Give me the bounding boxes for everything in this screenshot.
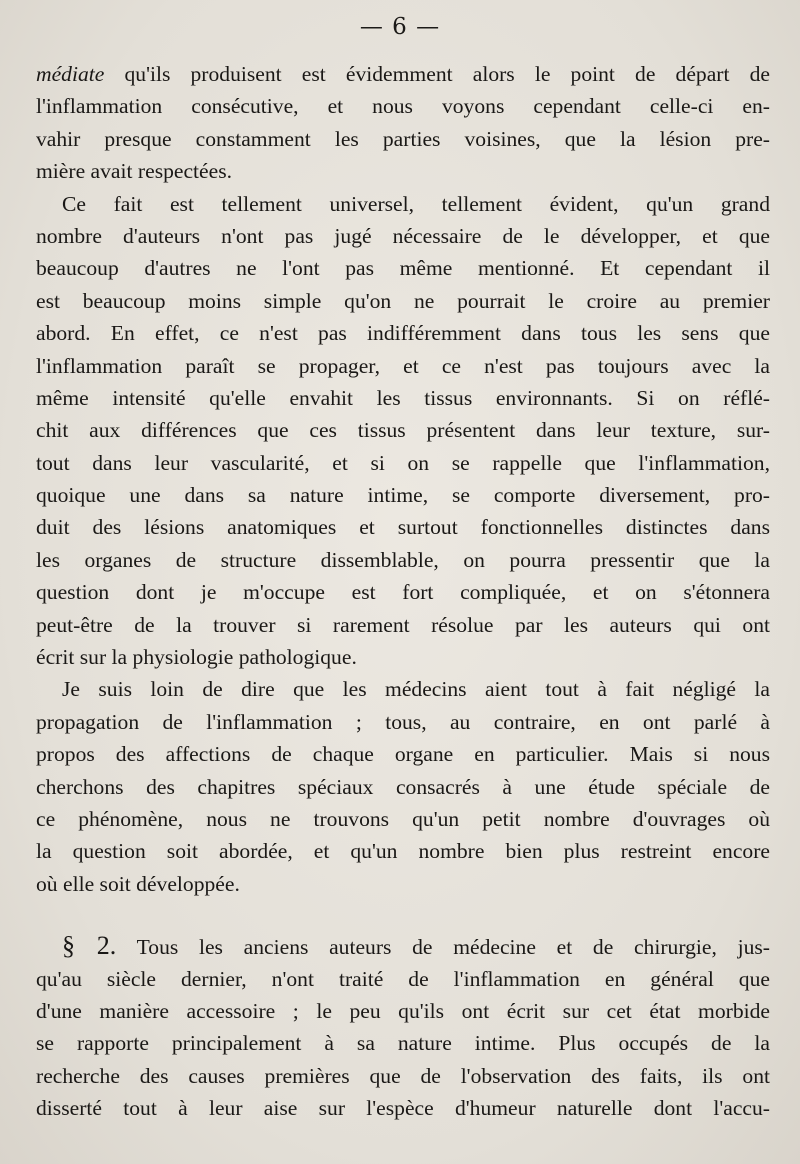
line-text: vahir presque constamment les parties voisines, que la lésion pre-	[36, 126, 770, 151]
text-line	[36, 350, 770, 382]
text-line	[36, 317, 770, 349]
line-text: quoique une dans sa nature intime, se comporte diversement, pro-	[36, 483, 770, 508]
paragraph	[36, 673, 770, 900]
line-text: qu'au siècle dernier, n'ont traité de l'inflammation en général que	[36, 966, 770, 991]
text-line	[36, 1092, 770, 1124]
line-text: beaucoup d'autres ne l'ont pas même mentionné. Et cependant il	[36, 256, 770, 281]
text-line	[36, 706, 770, 738]
page-number: — 6 —	[359, 14, 441, 40]
text-line	[36, 123, 770, 155]
line-text: qu'ils produisent est évidemment alors le point de départ de	[104, 62, 770, 86]
line-text: mière avait respectées.	[36, 159, 233, 184]
line-text: Je suis loin de dire que les médecins aient tout à fait négligé la	[62, 677, 770, 702]
line-text: l'inflammation consécutive, et nous voyons cependant celle-ci en-	[36, 94, 770, 119]
text-line	[36, 995, 770, 1027]
text-line	[36, 1060, 770, 1092]
line-text: ce phénomène, nous ne trouvons qu'un petit nombre d'ouvrages où	[36, 806, 770, 831]
text-line	[36, 188, 770, 220]
text-line	[36, 544, 770, 576]
text-line	[36, 1027, 770, 1059]
paragraph	[36, 930, 770, 1124]
text-line	[36, 447, 770, 479]
line-text: cherchons des chapitres spéciaux consacrés à une étude spéciale de	[36, 774, 770, 799]
text-line	[36, 738, 770, 770]
line-text: propos des affections de chaque organe en particulier. Mais si nous	[36, 742, 770, 767]
text-line	[36, 414, 770, 446]
text-line	[36, 673, 770, 705]
line-text: propagation de l'inflammation ; tous, au contraire, en ont parlé à	[36, 709, 770, 734]
line-text: chit aux différences que ces tissus présentent dans leur texture, sur-	[36, 418, 770, 443]
line-text: disserté tout à leur aise sur l'espèce d'humeur naturelle dont l'accu-	[36, 1096, 770, 1121]
paragraph	[36, 188, 770, 674]
text-line	[36, 382, 770, 414]
text-line	[36, 58, 770, 90]
section-number: § 2.	[62, 931, 117, 961]
line-text: tout dans leur vascularité, et si on se rappelle que l'inflammation,	[36, 450, 770, 475]
text-line	[36, 930, 770, 962]
text-line	[36, 285, 770, 317]
line-text: écrit sur la physiologie pathologique.	[36, 645, 357, 670]
text-line	[36, 90, 770, 122]
text-line	[36, 220, 770, 252]
line-text: l'inflammation paraît se propager, et ce n'est pas toujours avec la	[36, 353, 770, 378]
line-text: même intensité qu'elle envahit les tissus environnants. Si on réflé-	[36, 385, 770, 410]
text-line	[36, 155, 770, 187]
text-line	[36, 868, 770, 900]
line-text: d'une manière accessoire ; le peu qu'ils ont écrit sur cet état morbide	[36, 998, 770, 1023]
line-text: où elle soit développée.	[36, 871, 240, 896]
line-text: Ce fait est tellement universel, tellement évident, qu'un grand	[62, 191, 770, 216]
line-text: peut-être de la trouver si rarement résolue par les auteurs qui ont	[36, 612, 770, 637]
text-line	[36, 511, 770, 543]
text-line	[36, 479, 770, 511]
line-text: recherche des causes premières que de l'observation des faits, ils ont	[36, 1063, 770, 1088]
line-text: question dont je m'occupe est fort compliquée, et on s'étonnera	[36, 580, 770, 605]
italic-word: médiate	[36, 62, 105, 86]
text-line	[36, 576, 770, 608]
line-text: nombre d'auteurs n'ont pas jugé nécessaire de le développer, et que	[36, 223, 770, 248]
text-line	[36, 609, 770, 641]
line-text: abord. En effet, ce n'est pas indifféremment dans tous les sens que	[36, 321, 770, 346]
text-line	[36, 641, 770, 673]
line-text: est beaucoup moins simple qu'on ne pourrait le croire au premier	[36, 288, 770, 313]
paragraph	[36, 58, 770, 188]
body-text	[36, 58, 770, 1125]
text-line	[36, 835, 770, 867]
line-text: duit des lésions anatomiques et surtout fonctionnelles distinctes dans	[36, 515, 770, 540]
line-text: les organes de structure dissemblable, on pourra pressentir que la	[36, 547, 770, 572]
text-line	[36, 771, 770, 803]
text-line	[36, 252, 770, 284]
line-text: Tous les anciens auteurs de médecine et de chirurgie, jus-	[116, 935, 771, 960]
section-gap	[36, 900, 770, 930]
text-line	[36, 963, 770, 995]
text-line	[36, 803, 770, 835]
line-text: la question soit abordée, et qu'un nombre bien plus restreint encore	[36, 839, 770, 864]
line-text: se rapporte principalement à sa nature intime. Plus occupés de la	[36, 1031, 770, 1056]
